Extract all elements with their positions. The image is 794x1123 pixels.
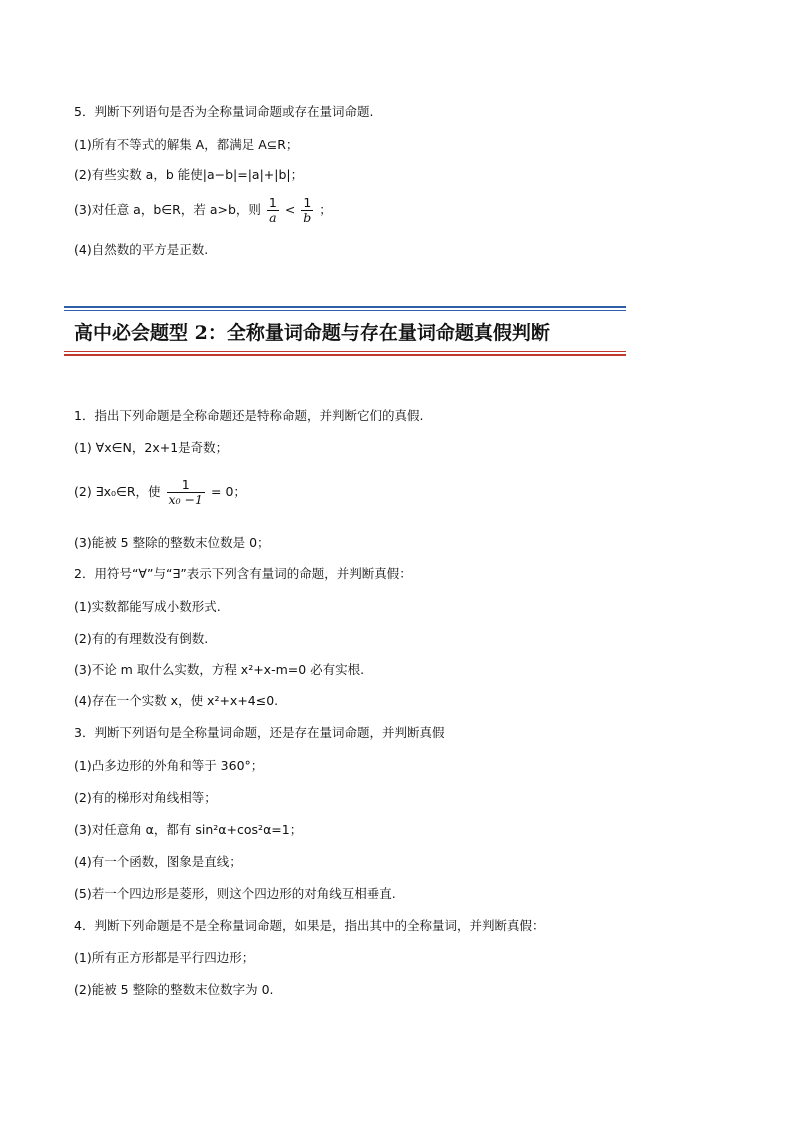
q5-item-2: (2)有些实数 a，b 能使|a−b|=|a|+|b|； — [74, 167, 304, 182]
q3-item-4: (4)有一个函数，图象是直线； — [74, 854, 242, 869]
less-than-sign: < — [284, 202, 296, 217]
q4-stem: 4．判断下列命题是不是全称量词命题，如果是，指出其中的全称量词，并判断真假： — [74, 918, 545, 933]
fraction-numerator: 1 — [268, 195, 277, 210]
fraction-1-over-x0-minus-1 — [167, 478, 205, 507]
header-rule-blue-thick — [64, 306, 626, 308]
q2-stem: 2．用符号“∀”与“∃”表示下列含有量词的命题，并判断真假： — [74, 566, 412, 581]
fraction-1-over-a — [267, 196, 279, 225]
q2-item-4: (4)存在一个实数 x，使 x²+x+4≤0. — [74, 693, 279, 708]
q4-item-1: (1)所有正方形都是平行四边形； — [74, 950, 255, 965]
q2-item-3: (3)不论 m 取什么实数，方程 x²+x-m=0 必有实根. — [74, 662, 365, 677]
fraction-1-over-b — [301, 196, 313, 225]
q3-item-3: (3)对任意角 α，都有 sin²α+cos²α=1； — [74, 822, 303, 837]
fraction-numerator: 1 — [301, 196, 313, 211]
header-rule-blue-thin — [64, 310, 626, 311]
q1-item-2-end: = 0； — [211, 484, 246, 499]
q1-item-2 — [74, 478, 246, 507]
fraction-numerator: 1 — [167, 478, 205, 493]
q2-item-2: (2)有的有理数没有倒数. — [74, 631, 209, 646]
header-rule-red-thick — [64, 354, 626, 356]
q3-item-5: (5)若一个四边形是菱形，则这个四边形的对角线互相垂直. — [74, 886, 396, 901]
section-title: 高中必会题型 2：全称量词命题与存在量词命题真假判断 — [74, 322, 550, 344]
q5-stem: 5．判断下列语句是否为全称量词命题或存在量词命题. — [74, 104, 374, 119]
q1-item-1: (1) ∀x∈N，2x+1是奇数； — [74, 440, 229, 455]
q5-item-1: (1)所有不等式的解集 A，都满足 A⊆R； — [74, 137, 299, 152]
fraction-denominator: a — [269, 210, 277, 225]
fraction-denominator: x₀ −1 — [168, 492, 204, 507]
q5-item-3-end: ； — [319, 202, 332, 217]
q3-stem: 3．判断下列语句是全称量词命题，还是存在量词命题，并判断真假 — [74, 725, 445, 740]
q3-item-2: (2)有的梯形对角线相等； — [74, 790, 217, 805]
q5-item-3 — [74, 196, 332, 225]
q5-item-4: (4)自然数的平方是正数. — [74, 242, 209, 257]
q3-item-1: (1)凸多边形的外角和等于 360°； — [74, 758, 264, 773]
q1-item-3: (3)能被 5 整除的整数末位数是 0； — [74, 535, 270, 550]
q1-stem: 1．指出下列命题是全称命题还是特称命题，并判断它们的真假. — [74, 408, 424, 423]
q4-item-2: (2)能被 5 整除的整数末位数字为 0. — [74, 982, 274, 997]
q1-item-2-text: (2) ∃x₀∈R，使 — [74, 484, 161, 499]
q5-item-3-text: (3)对任意 a，b∈R，若 a>b，则 — [74, 202, 261, 217]
q2-item-1: (1)实数都能写成小数形式. — [74, 599, 221, 614]
fraction-denominator: b — [303, 210, 312, 225]
header-rule-red-thin — [64, 351, 626, 352]
